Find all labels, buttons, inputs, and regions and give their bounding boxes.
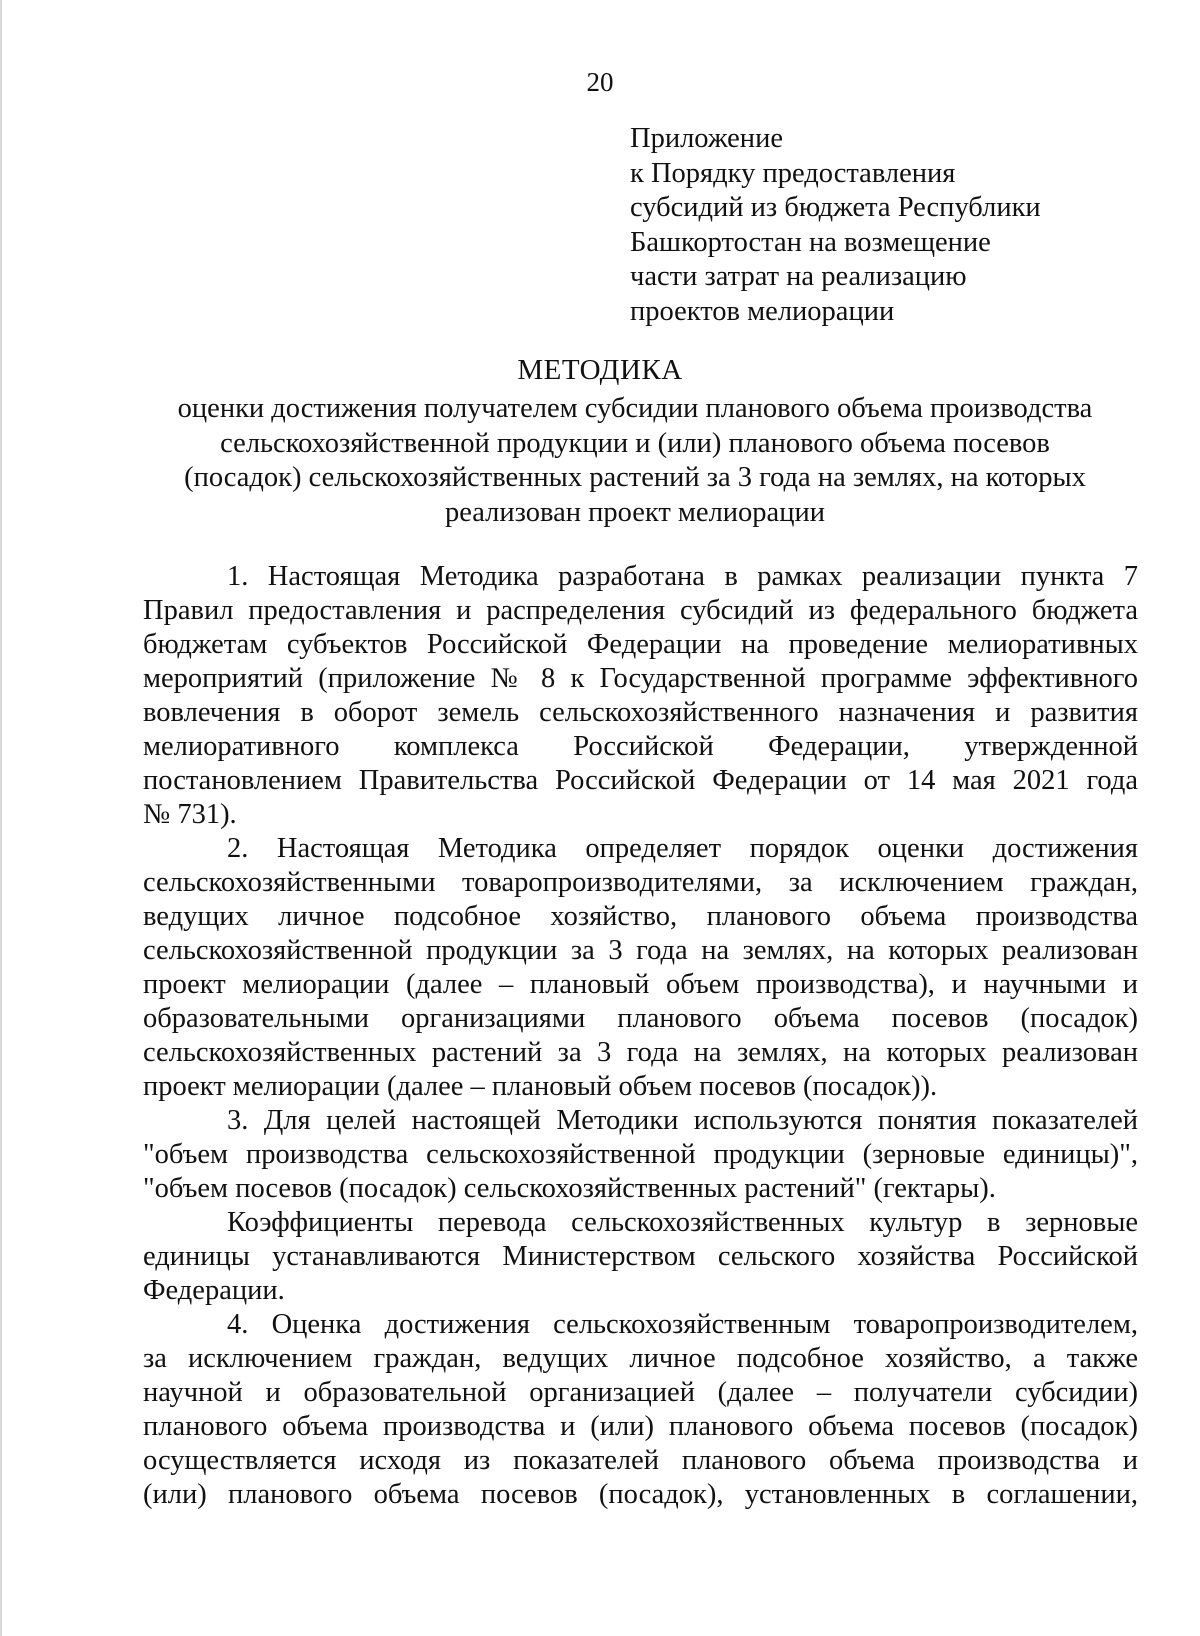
page-number: 20 xyxy=(586,67,614,97)
appendix-line: проектов мелиорации xyxy=(630,295,895,327)
body-line: 3. Для целей настоящей Методики используются понятия показателей xyxy=(227,1105,1138,1136)
subtitle-line: (посадок) сельскохозяйственных растений за 3 года на землях, на которых xyxy=(184,462,1086,493)
appendix-line: субсидий из бюджета Республики xyxy=(630,192,1041,223)
body-line: Коэффициенты перевода сельскохозяйственных культур в зерновые xyxy=(227,1207,1138,1238)
body-line: ведущих личное подсобное хозяйство, планового объема производства xyxy=(143,901,1138,932)
appendix-block xyxy=(630,122,1130,329)
body-line: сельскохозяйственной продукции за 3 года на землях, на которых реализован xyxy=(143,935,1138,966)
body-line: научной и образовательной организацией (далее – получатели субсидии) xyxy=(143,1377,1138,1408)
appendix-line: Приложение xyxy=(630,123,783,154)
body-line: (или) планового объема посевов (посадок), установленных в соглашении, xyxy=(143,1479,1138,1510)
body-line: за исключением граждан, ведущих личное подсобное хозяйство, а также xyxy=(143,1343,1138,1374)
subtitle-line: оценки достижения получателем субсидии планового объема производства xyxy=(177,393,1093,424)
scan-edge xyxy=(0,0,2,1636)
body-line: Правил предоставления и распределения субсидий из федерального бюджета xyxy=(143,595,1138,626)
appendix-line: части затрат на реализацию xyxy=(630,261,967,292)
document-title: МЕТОДИКА xyxy=(517,354,683,386)
body-line: проект мелиорации (далее – плановый объем посевов (посадок)). xyxy=(143,1071,938,1102)
body-line: 4. Оценка достижения сельскохозяйственным товаропроизводителем, xyxy=(227,1309,1138,1340)
body-line: 2. Настоящая Методика определяет порядок оценки достижения xyxy=(227,833,1138,864)
subtitle-line: реализован проект мелиорации xyxy=(445,496,825,528)
document-body xyxy=(143,560,1138,1512)
body-line: бюджетам субъектов Российской Федерации на проведение мелиоративных xyxy=(143,629,1138,660)
appendix-line: Башкортостан на возмещение xyxy=(630,226,991,258)
subtitle-line: сельскохозяйственной продукции и (или) планового объема посевов xyxy=(220,427,1050,459)
body-line: мероприятий (приложение № 8 к Государственной программе эффективного xyxy=(143,663,1138,694)
body-line: Федерации. xyxy=(143,1275,285,1306)
body-line: "объем производства сельскохозяйственной продукции (зерновые единицы)", xyxy=(143,1139,1138,1170)
body-line: осуществляется исходя из показателей планового объема производства и xyxy=(143,1445,1138,1476)
body-line: планового объема производства и (или) планового объема посевов (посадок) xyxy=(143,1411,1138,1442)
body-line: единицы устанавливаются Министерством сельского хозяйства Российской xyxy=(143,1241,1138,1272)
body-line: сельскохозяйственных растений за 3 года на землях, на которых реализован xyxy=(143,1037,1138,1068)
appendix-line: к Порядку предоставления xyxy=(630,157,956,189)
document-subtitle xyxy=(140,392,1130,530)
body-line: "объем посевов (посадок) сельскохозяйственных растений" (гектары). xyxy=(143,1173,996,1204)
body-line: сельскохозяйственными товаропроизводителями, за исключением граждан, xyxy=(143,867,1138,898)
body-line: мелиоративного комплекса Российской Федерации, утвержденной xyxy=(143,731,1138,762)
body-line: 1. Настоящая Методика разработана в рамках реализации пункта 7 xyxy=(227,561,1138,592)
body-line: вовлечения в оборот земель сельскохозяйственного назначения и развития xyxy=(143,697,1138,728)
body-line: № 731). xyxy=(143,799,237,830)
body-line: образовательными организациями планового объема посевов (посадок) xyxy=(143,1003,1138,1034)
body-line: проект мелиорации (далее – плановый объем производства), и научными и xyxy=(143,969,1138,1000)
body-line: постановлением Правительства Российской Федерации от 14 мая 2021 года xyxy=(143,765,1138,796)
